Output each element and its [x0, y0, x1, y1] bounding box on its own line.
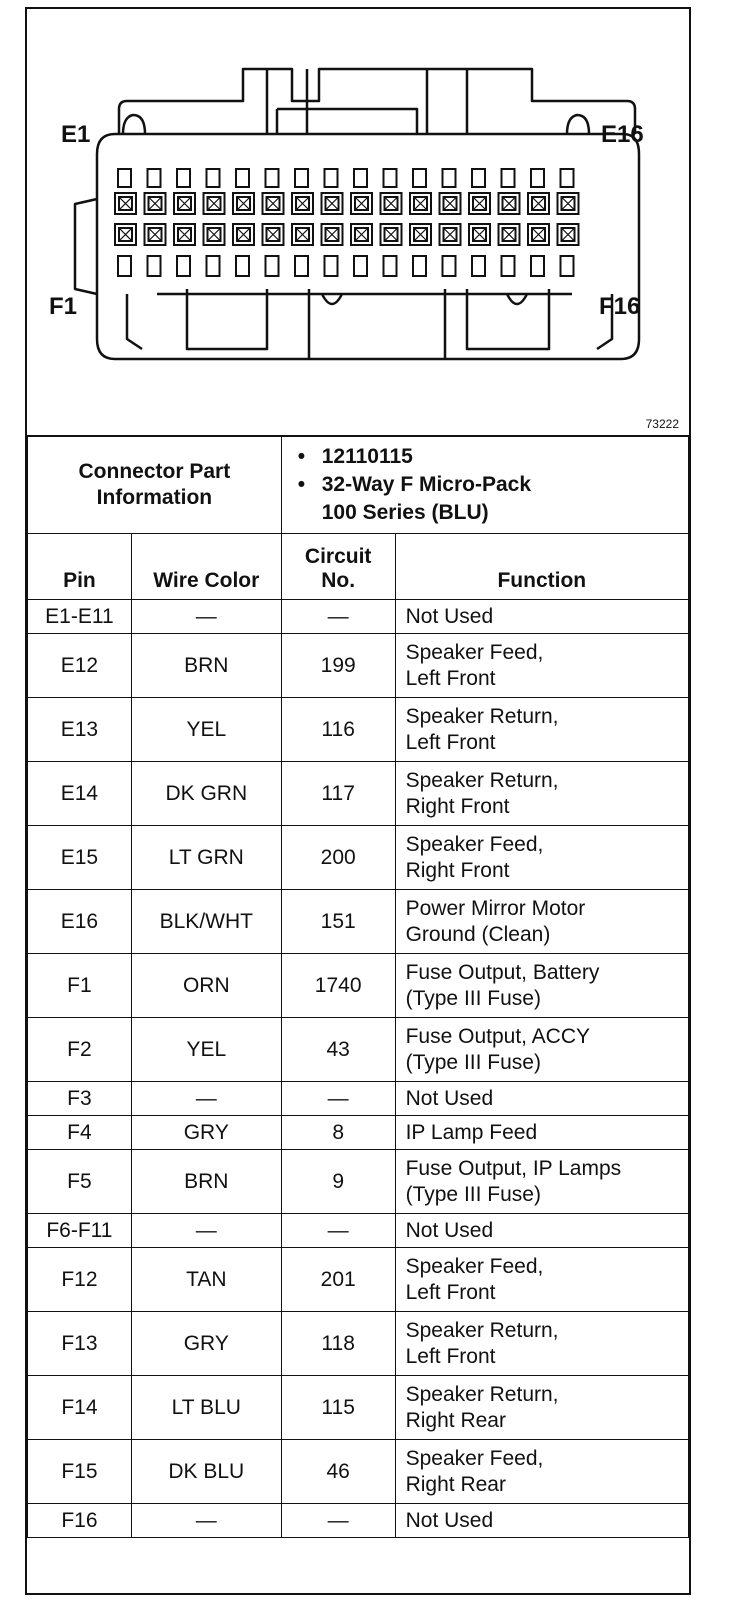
connector-info-label: Connector Part Information [28, 436, 282, 534]
pin-cell: F4 [28, 1116, 132, 1150]
terminal-cavity [531, 256, 544, 276]
function-cell: Speaker Return, Left Front [395, 1312, 688, 1376]
circuit-cell: 200 [281, 826, 395, 890]
circuit-cell: 116 [281, 698, 395, 762]
table-row [28, 1504, 689, 1538]
pin-cell: E12 [28, 634, 132, 698]
pin-cell: F13 [28, 1312, 132, 1376]
function-cell: Not Used [395, 1082, 688, 1116]
wire-color-cell: LT BLU [131, 1376, 281, 1440]
circuit-cell: — [281, 1082, 395, 1116]
wire-color-cell: — [131, 1214, 281, 1248]
circuit-cell: 151 [281, 890, 395, 954]
table-row [28, 1214, 689, 1248]
terminal-cavity [443, 256, 456, 276]
wire-color-cell: GRY [131, 1116, 281, 1150]
function-cell: Power Mirror Motor Ground (Clean) [395, 890, 688, 954]
label-f16: F16 [599, 293, 641, 320]
bottom-pocket-center [309, 289, 445, 359]
table-row [28, 826, 689, 890]
circuit-cell: 1740 [281, 954, 395, 1018]
pin-cell: F2 [28, 1018, 132, 1082]
connector-drawing [27, 9, 689, 435]
terminal-cavity [384, 169, 397, 187]
pin-cell: F3 [28, 1082, 132, 1116]
table-row [28, 1248, 689, 1312]
bottom-pocket-left [187, 289, 267, 349]
connector-sheet [25, 7, 691, 1595]
terminal-cavity [354, 256, 367, 276]
terminal-cavity [354, 169, 367, 187]
function-cell: Speaker Return, Right Front [395, 762, 688, 826]
function-cell: Speaker Feed, Right Rear [395, 1440, 688, 1504]
circuit-cell: 9 [281, 1150, 395, 1214]
pin-cell: F1 [28, 954, 132, 1018]
circuit-cell: 8 [281, 1116, 395, 1150]
pin-cell: E14 [28, 762, 132, 826]
table-row [28, 1082, 689, 1116]
terminal-cavity [266, 169, 279, 187]
terminal-cavity [207, 256, 220, 276]
pin-cell: E13 [28, 698, 132, 762]
terminal-cavity [177, 256, 190, 276]
table-row [28, 1116, 689, 1150]
circuit-cell: 118 [281, 1312, 395, 1376]
terminal-cavity [148, 256, 161, 276]
terminal-cavity [295, 256, 308, 276]
wire-color-cell: — [131, 1504, 281, 1538]
pin-cell: F14 [28, 1376, 132, 1440]
terminal-cavity [236, 256, 249, 276]
pin-cell: F12 [28, 1248, 132, 1312]
terminal-cavity [325, 169, 338, 187]
wire-color-cell: YEL [131, 698, 281, 762]
figure-number: 73222 [645, 417, 679, 431]
pin-cell: F16 [28, 1504, 132, 1538]
terminal-cavity [325, 256, 338, 276]
terminal-cavity [177, 169, 190, 187]
circuit-cell: 46 [281, 1440, 395, 1504]
connector-info-values [281, 436, 688, 534]
housing-outline [97, 134, 639, 359]
terminal-cavity [207, 169, 220, 187]
label-e16: E16 [601, 121, 644, 148]
table-row [28, 1312, 689, 1376]
part-number: • 12110115 [298, 443, 688, 471]
terminal-cavity [118, 169, 131, 187]
terminal-cavity [266, 256, 279, 276]
table-row [28, 762, 689, 826]
terminal-cavity [384, 256, 397, 276]
col-header-wire-color: Wire Color [131, 534, 281, 600]
pin-cell: F6-F11 [28, 1214, 132, 1248]
circuit-cell: 115 [281, 1376, 395, 1440]
terminal-cavity [236, 169, 249, 187]
pin-cell: F5 [28, 1150, 132, 1214]
circuit-cell: — [281, 1504, 395, 1538]
label-f1: F1 [49, 293, 78, 320]
pin-cell: F15 [28, 1440, 132, 1504]
terminal-cavity [502, 256, 515, 276]
terminal-cavity [561, 169, 574, 187]
circuit-cell: 199 [281, 634, 395, 698]
circuit-cell: 43 [281, 1018, 395, 1082]
function-cell: Fuse Output, ACCY (Type III Fuse) [395, 1018, 688, 1082]
wire-color-cell: — [131, 600, 281, 634]
function-cell: Speaker Feed, Left Front [395, 1248, 688, 1312]
col-header-circuit-no: Circuit No. [281, 534, 395, 600]
circuit-cell: — [281, 600, 395, 634]
function-cell: Not Used [395, 1214, 688, 1248]
table-row [28, 890, 689, 954]
col-header-pin: Pin [28, 534, 132, 600]
terminal-cavity [472, 256, 485, 276]
wire-color-cell: YEL [131, 1018, 281, 1082]
connector-info-row [28, 436, 689, 534]
function-cell: IP Lamp Feed [395, 1116, 688, 1150]
circuit-cell: 117 [281, 762, 395, 826]
terminal-cavity [531, 169, 544, 187]
pin-cell: E15 [28, 826, 132, 890]
header-row [28, 534, 689, 600]
wire-color-cell: — [131, 1082, 281, 1116]
function-cell: Speaker Feed, Right Front [395, 826, 688, 890]
pin-cell: E16 [28, 890, 132, 954]
function-cell: Fuse Output, IP Lamps (Type III Fuse) [395, 1150, 688, 1214]
circuit-cell: 201 [281, 1248, 395, 1312]
connector-diagram [27, 9, 689, 437]
function-cell: Fuse Output, Battery (Type III Fuse) [395, 954, 688, 1018]
wire-color-cell: TAN [131, 1248, 281, 1312]
terminal-cavity [413, 169, 426, 187]
wire-color-cell: GRY [131, 1312, 281, 1376]
table-row [28, 600, 689, 634]
terminal-cavity [295, 169, 308, 187]
connector-description-line2: 100 Series (BLU) [321, 500, 489, 524]
terminal-cavity [413, 256, 426, 276]
terminal-cavity [561, 256, 574, 276]
terminal-cavity [443, 169, 456, 187]
pin-cell: E1-E11 [28, 600, 132, 634]
connector-description-line1: • 32-Way F Micro-Pack [298, 471, 688, 499]
function-cell: Not Used [395, 600, 688, 634]
top-latch [119, 69, 635, 134]
terminal-cavity [148, 169, 161, 187]
function-cell: Not Used [395, 1504, 688, 1538]
col-header-function: Function [395, 534, 688, 600]
function-cell: Speaker Return, Left Front [395, 698, 688, 762]
table-row [28, 1018, 689, 1082]
label-e1: E1 [61, 121, 91, 148]
wire-color-cell: DK BLU [131, 1440, 281, 1504]
table-row [28, 1150, 689, 1214]
function-cell: Speaker Feed, Left Front [395, 634, 688, 698]
table-row [28, 1440, 689, 1504]
wire-color-cell: BRN [131, 1150, 281, 1214]
circuit-cell: — [281, 1214, 395, 1248]
table-row [28, 698, 689, 762]
wire-color-cell: ORN [131, 954, 281, 1018]
table-row [28, 634, 689, 698]
table-row [28, 954, 689, 1018]
terminal-cavity [118, 256, 131, 276]
pinout-table [27, 435, 689, 1538]
wire-color-cell: BRN [131, 634, 281, 698]
wire-color-cell: BLK/WHT [131, 890, 281, 954]
terminal-cavity [472, 169, 485, 187]
table-row [28, 1376, 689, 1440]
wire-color-cell: DK GRN [131, 762, 281, 826]
terminal-cavity [502, 169, 515, 187]
wire-color-cell: LT GRN [131, 826, 281, 890]
function-cell: Speaker Return, Right Rear [395, 1376, 688, 1440]
